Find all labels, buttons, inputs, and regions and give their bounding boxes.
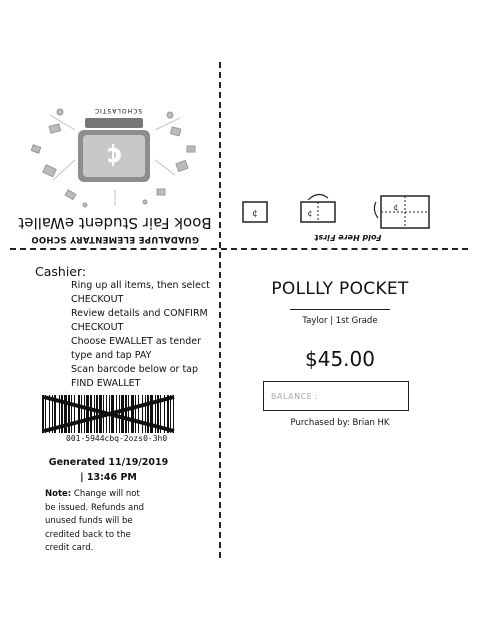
cashier-step: Choose EWALLET as tender type and tap PAY xyxy=(71,336,202,361)
purchased-by: Purchased by: Brian HK xyxy=(290,418,390,428)
balance-label: BALANCE : xyxy=(271,392,319,401)
name-underline xyxy=(290,309,390,310)
wallet-name: POLLLY POCKET xyxy=(271,279,409,299)
cashier-heading: Cashier: xyxy=(35,264,87,279)
balance-box xyxy=(263,381,409,411)
svg-text:¢: ¢ xyxy=(252,209,258,219)
scholastic-logo: SCHOLASTIC xyxy=(93,107,143,114)
svg-text:¢: ¢ xyxy=(104,141,124,171)
note-label: Note: xyxy=(45,489,72,499)
wallet-amount: $45.00 xyxy=(305,347,375,371)
wallet-icon xyxy=(25,100,205,210)
cashier-step: Ring up all items, then select CHECKOUT xyxy=(71,280,210,305)
cashier-steps xyxy=(71,279,211,391)
barcode-number: 001-5944cbq-2ozs0-3h0 xyxy=(66,434,168,443)
cashier-step: Scan barcode below or tap FIND EWALLET xyxy=(71,364,199,389)
ewallet-title: Book Fair Student eWallet xyxy=(18,214,212,232)
ewallet-cover-panel xyxy=(15,98,215,244)
barcode[interactable] xyxy=(40,395,178,433)
fold-step-icons xyxy=(238,190,448,234)
svg-text:¢: ¢ xyxy=(307,209,313,218)
horizontal-fold-line xyxy=(10,248,468,250)
svg-text:¢: ¢ xyxy=(393,203,399,212)
vertical-fold-line xyxy=(219,62,221,558)
school-name: GUADALUPE ELEMENTARY SCHOO xyxy=(31,234,199,244)
cashier-step: Review details and CONFIRM CHECKOUT xyxy=(71,308,208,333)
note-text: Change will not be issued. Refunds and unused funds will be credited back to the credit card. xyxy=(45,489,144,553)
refund-note xyxy=(45,488,150,556)
fold-here-label: Fold Here First xyxy=(314,233,382,242)
fold-instructions xyxy=(238,190,448,245)
student-grade: Taylor | 1st Grade xyxy=(302,316,378,326)
generated-timestamp: Generated 11/19/2019 | 13:46 PM xyxy=(48,457,169,483)
